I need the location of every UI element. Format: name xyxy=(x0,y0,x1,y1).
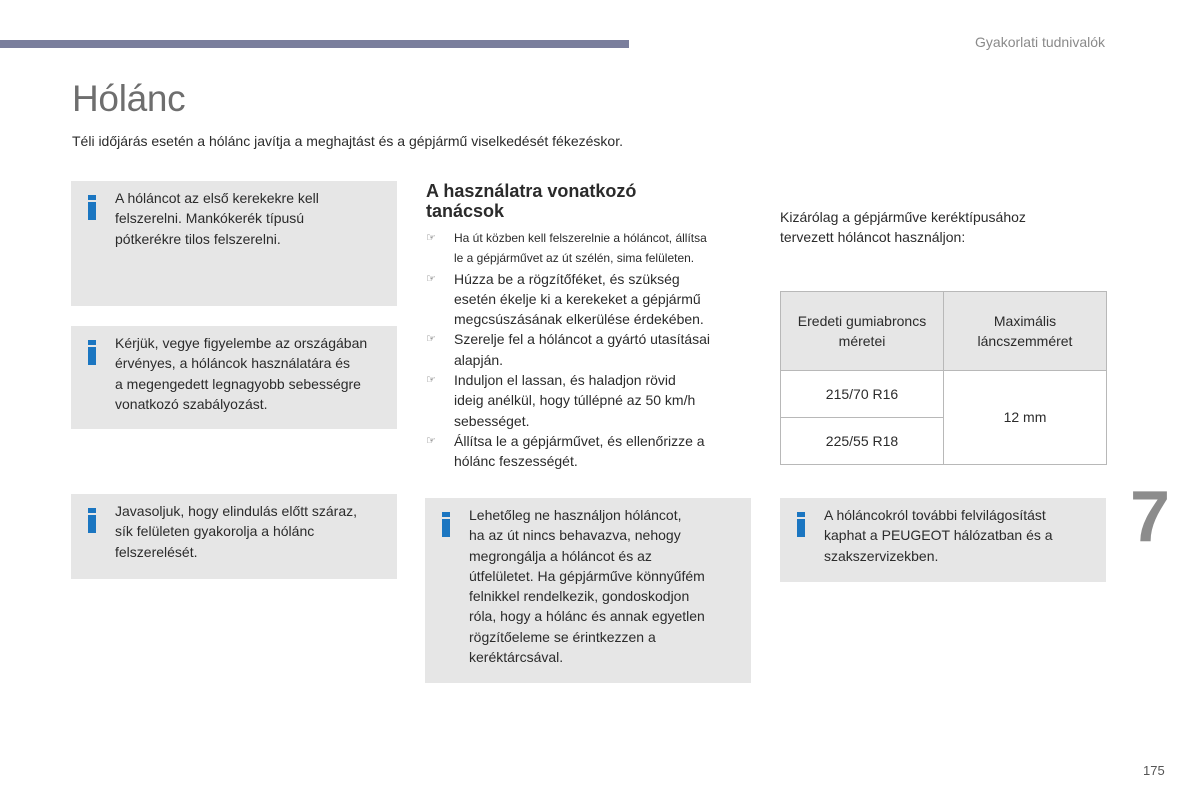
chapter-number: 7 xyxy=(1130,477,1171,557)
info-icon xyxy=(442,512,450,537)
tips-list xyxy=(426,228,746,472)
tire-size-cell: 215/70 R16 xyxy=(781,371,944,418)
info-box-regulations xyxy=(71,326,397,429)
info-box-front-wheels xyxy=(71,181,397,306)
table-header-row xyxy=(781,292,1107,371)
info-box-text: A hóláncokról további felvilágosítást kaphat a PEUGEOT hálózatban és a szakszervizekben. xyxy=(824,507,1053,564)
table-intro: Kizárólag a gépjárműve keréktípusához tervezett hóláncot használjon: xyxy=(780,209,1026,246)
hand-pointer-icon: ☞ xyxy=(426,434,436,447)
header-max-link-size: Maximális láncszemméret xyxy=(944,292,1107,371)
max-link-size-cell: 12 mm xyxy=(944,371,1107,465)
list-item: ☞ Szerelje fel a hóláncot a gyártó utasításai alapján. xyxy=(426,331,711,368)
tire-size-cell: 225/55 R18 xyxy=(781,418,944,465)
hand-pointer-icon: ☞ xyxy=(426,333,436,346)
list-item: ☞ Induljon el lassan, és haladjon rövid ideig anélkül, hogy túllépné az 50 km/h sebességet. xyxy=(426,372,696,429)
hand-pointer-icon: ☞ xyxy=(426,232,436,244)
header-accent-bar xyxy=(0,40,629,48)
page-title: Hólánc xyxy=(72,78,186,119)
info-box-text: A hóláncot az első kerekekre kell felszerelni. Mankókerék típusú pótkerékre tilos felszerelni. xyxy=(115,190,319,247)
info-icon xyxy=(797,512,805,537)
list-item: ☞ Húzza be a rögzítőféket, és szükség esetén ékelje ki a kerekeket a gépjármű megcsúszásának elkerülése érdekében. xyxy=(426,270,704,328)
header-original-tire-size: Eredeti gumiabroncs méretei xyxy=(781,292,944,371)
hand-pointer-icon: ☞ xyxy=(426,374,436,387)
info-box-no-snow xyxy=(425,498,751,683)
tips-heading: A használatra vonatkozó tanácsok xyxy=(426,181,637,221)
info-box-text: Lehetőleg ne használjon hóláncot, ha az út nincs behavazva, nehogy megrongálja a hóláncot és az útfelületet. Ha gépjárműve könnyűfém felnikkel rendelkezik, gondoskodjon róla, hogy a hólánc és annak egyetlen rögzítőeleme se érintkezzen a keréktárcsával. xyxy=(469,507,705,666)
section-label: Gyakorlati tudnivalók xyxy=(975,34,1105,50)
info-icon xyxy=(88,508,96,533)
tire-size-table xyxy=(780,291,1107,465)
info-box-text: Javasoljuk, hogy elindulás előtt száraz, sík felületen gyakorolja a hólánc felszerelését. xyxy=(115,503,358,560)
intro-text: Téli időjárás esetén a hólánc javítja a meghajtást és a gépjármű viselkedését fékezéskor. xyxy=(72,133,623,149)
list-item: ☞ Állítsa le a gépjárművet, és ellenőrizze a hólánc feszességét. xyxy=(426,432,705,470)
info-icon xyxy=(88,340,96,365)
table-row xyxy=(781,371,1107,418)
info-icon xyxy=(88,195,96,220)
list-item: ☞ Ha út közben kell felszerelnie a hóláncot, állítsa le a gépjárművet az út szélén, sima felületen. xyxy=(426,228,746,269)
info-box-peugeot-network xyxy=(780,498,1106,582)
page-number: 175 xyxy=(1143,763,1165,778)
hand-pointer-icon: ☞ xyxy=(426,272,436,285)
info-box-text: Kérjük, vegye figyelembe az országában érvényes, a hóláncok használatára és a megengedett legnagyobb sebességre vonatkozó szabályozást. xyxy=(115,335,368,412)
info-box-practice xyxy=(71,494,397,579)
